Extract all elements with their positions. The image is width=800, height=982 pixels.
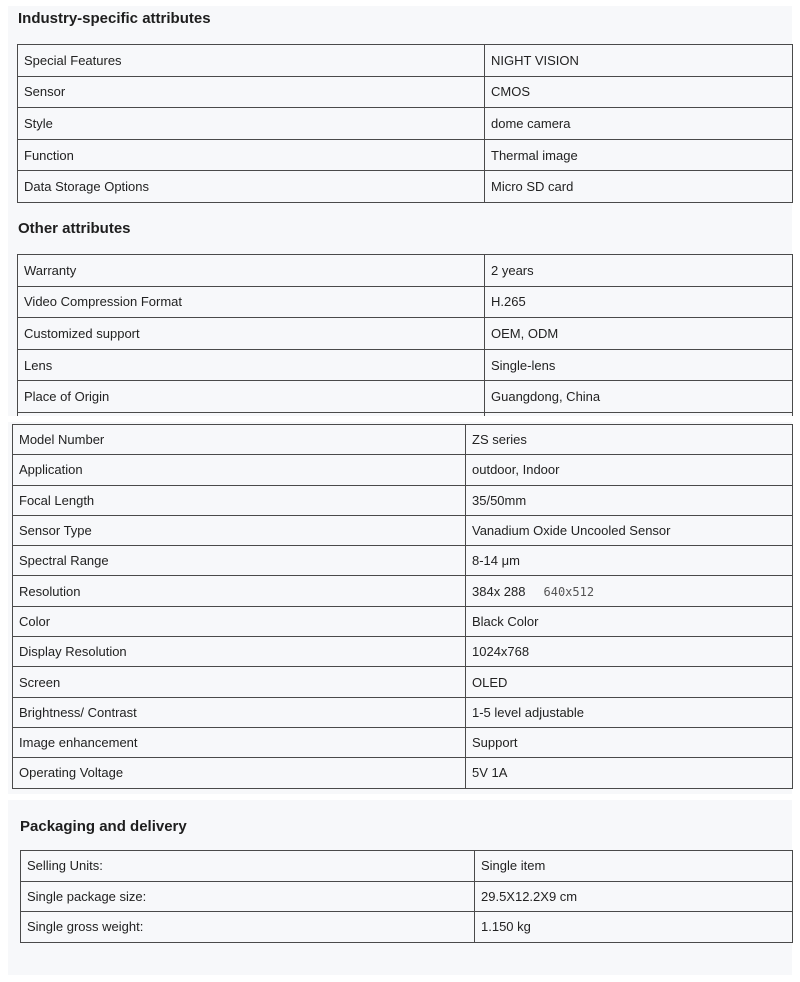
table-row [13,425,793,455]
spec-label: Focal Length [13,485,466,515]
table-row [13,667,793,697]
specifications-table [12,424,793,789]
attribute-value: NIGHT VISION [485,45,793,77]
attribute-label: Customized support [18,318,485,350]
attribute-value: H.265 [485,286,793,318]
table-row [21,881,793,912]
attribute-value: Guangdong, China [485,381,793,413]
spec-label: Application [13,455,466,485]
industry-attributes-heading: Industry-specific attributes [18,10,211,27]
packaging-value: 1.150 kg [475,912,793,943]
packaging-value: Single item [475,851,793,882]
spec-value: 1024x768 [466,637,793,667]
attribute-label: Function [18,139,485,171]
table-row [18,139,793,171]
table-row [18,381,793,413]
table-row [18,349,793,381]
spec-value: Support [466,727,793,757]
spec-label: Display Resolution [13,637,466,667]
attribute-value: OEM, ODM [485,318,793,350]
other-attributes-table [17,254,793,416]
attribute-label: Warranty [18,255,485,287]
packaging-table [20,850,793,943]
attribute-label: Video Compression Format [18,286,485,318]
table-row [13,576,793,606]
attribute-value: CMOS [485,76,793,108]
attribute-value: Micro SD card [485,171,793,203]
spec-value: ZS series [466,425,793,455]
attribute-label: Place of Origin [18,381,485,413]
packaging-label: Single package size: [21,881,475,912]
other-attributes-heading: Other attributes [18,220,131,237]
table-row-cut [18,412,793,416]
table-row [18,286,793,318]
spec-value: OLED [466,667,793,697]
industry-attributes-table [17,44,793,203]
table-row [18,318,793,350]
table-row [13,727,793,757]
table-row [13,637,793,667]
resolution-alt-value: 640x512 [543,584,595,599]
table-row [13,485,793,515]
attribute-value: Single-lens [485,349,793,381]
spec-value: 5V 1A [466,758,793,788]
spec-value [466,576,793,606]
table-row [18,45,793,77]
spec-value: 8-14 μm [466,546,793,576]
attribute-label: Sensor [18,76,485,108]
spec-label: Image enhancement [13,727,466,757]
packaging-value: 29.5X12.2X9 cm [475,881,793,912]
table-row [13,515,793,545]
spec-label: Operating Voltage [13,758,466,788]
table-row [13,546,793,576]
spec-label: Sensor Type [13,515,466,545]
attribute-label: Lens [18,349,485,381]
table-row [18,76,793,108]
attribute-value: dome camera [485,108,793,140]
table-row [18,108,793,140]
table-row [18,255,793,287]
table-row [18,171,793,203]
spec-label: Model Number [13,425,466,455]
attribute-label: Special Features [18,45,485,77]
packaging-heading: Packaging and delivery [20,818,187,835]
table-row [13,697,793,727]
spec-value: Vanadium Oxide Uncooled Sensor [466,515,793,545]
table-row [13,606,793,636]
spec-label: Color [13,606,466,636]
resolution-value: 384x 288 [472,583,526,599]
attribute-value: 2 years [485,255,793,287]
attribute-label: Style [18,108,485,140]
spec-value: Black Color [466,606,793,636]
spec-label: Resolution [13,576,466,606]
table-row [21,851,793,882]
attribute-value: Thermal image [485,139,793,171]
packaging-label: Selling Units: [21,851,475,882]
packaging-label: Single gross weight: [21,912,475,943]
spec-label: Spectral Range [13,546,466,576]
spec-label: Screen [13,667,466,697]
spec-value: 35/50mm [466,485,793,515]
spec-value: 1-5 level adjustable [466,697,793,727]
spec-value: outdoor, Indoor [466,455,793,485]
table-row [13,455,793,485]
table-row [21,912,793,943]
attribute-label: Data Storage Options [18,171,485,203]
spec-label: Brightness/ Contrast [13,697,466,727]
table-row [13,758,793,788]
